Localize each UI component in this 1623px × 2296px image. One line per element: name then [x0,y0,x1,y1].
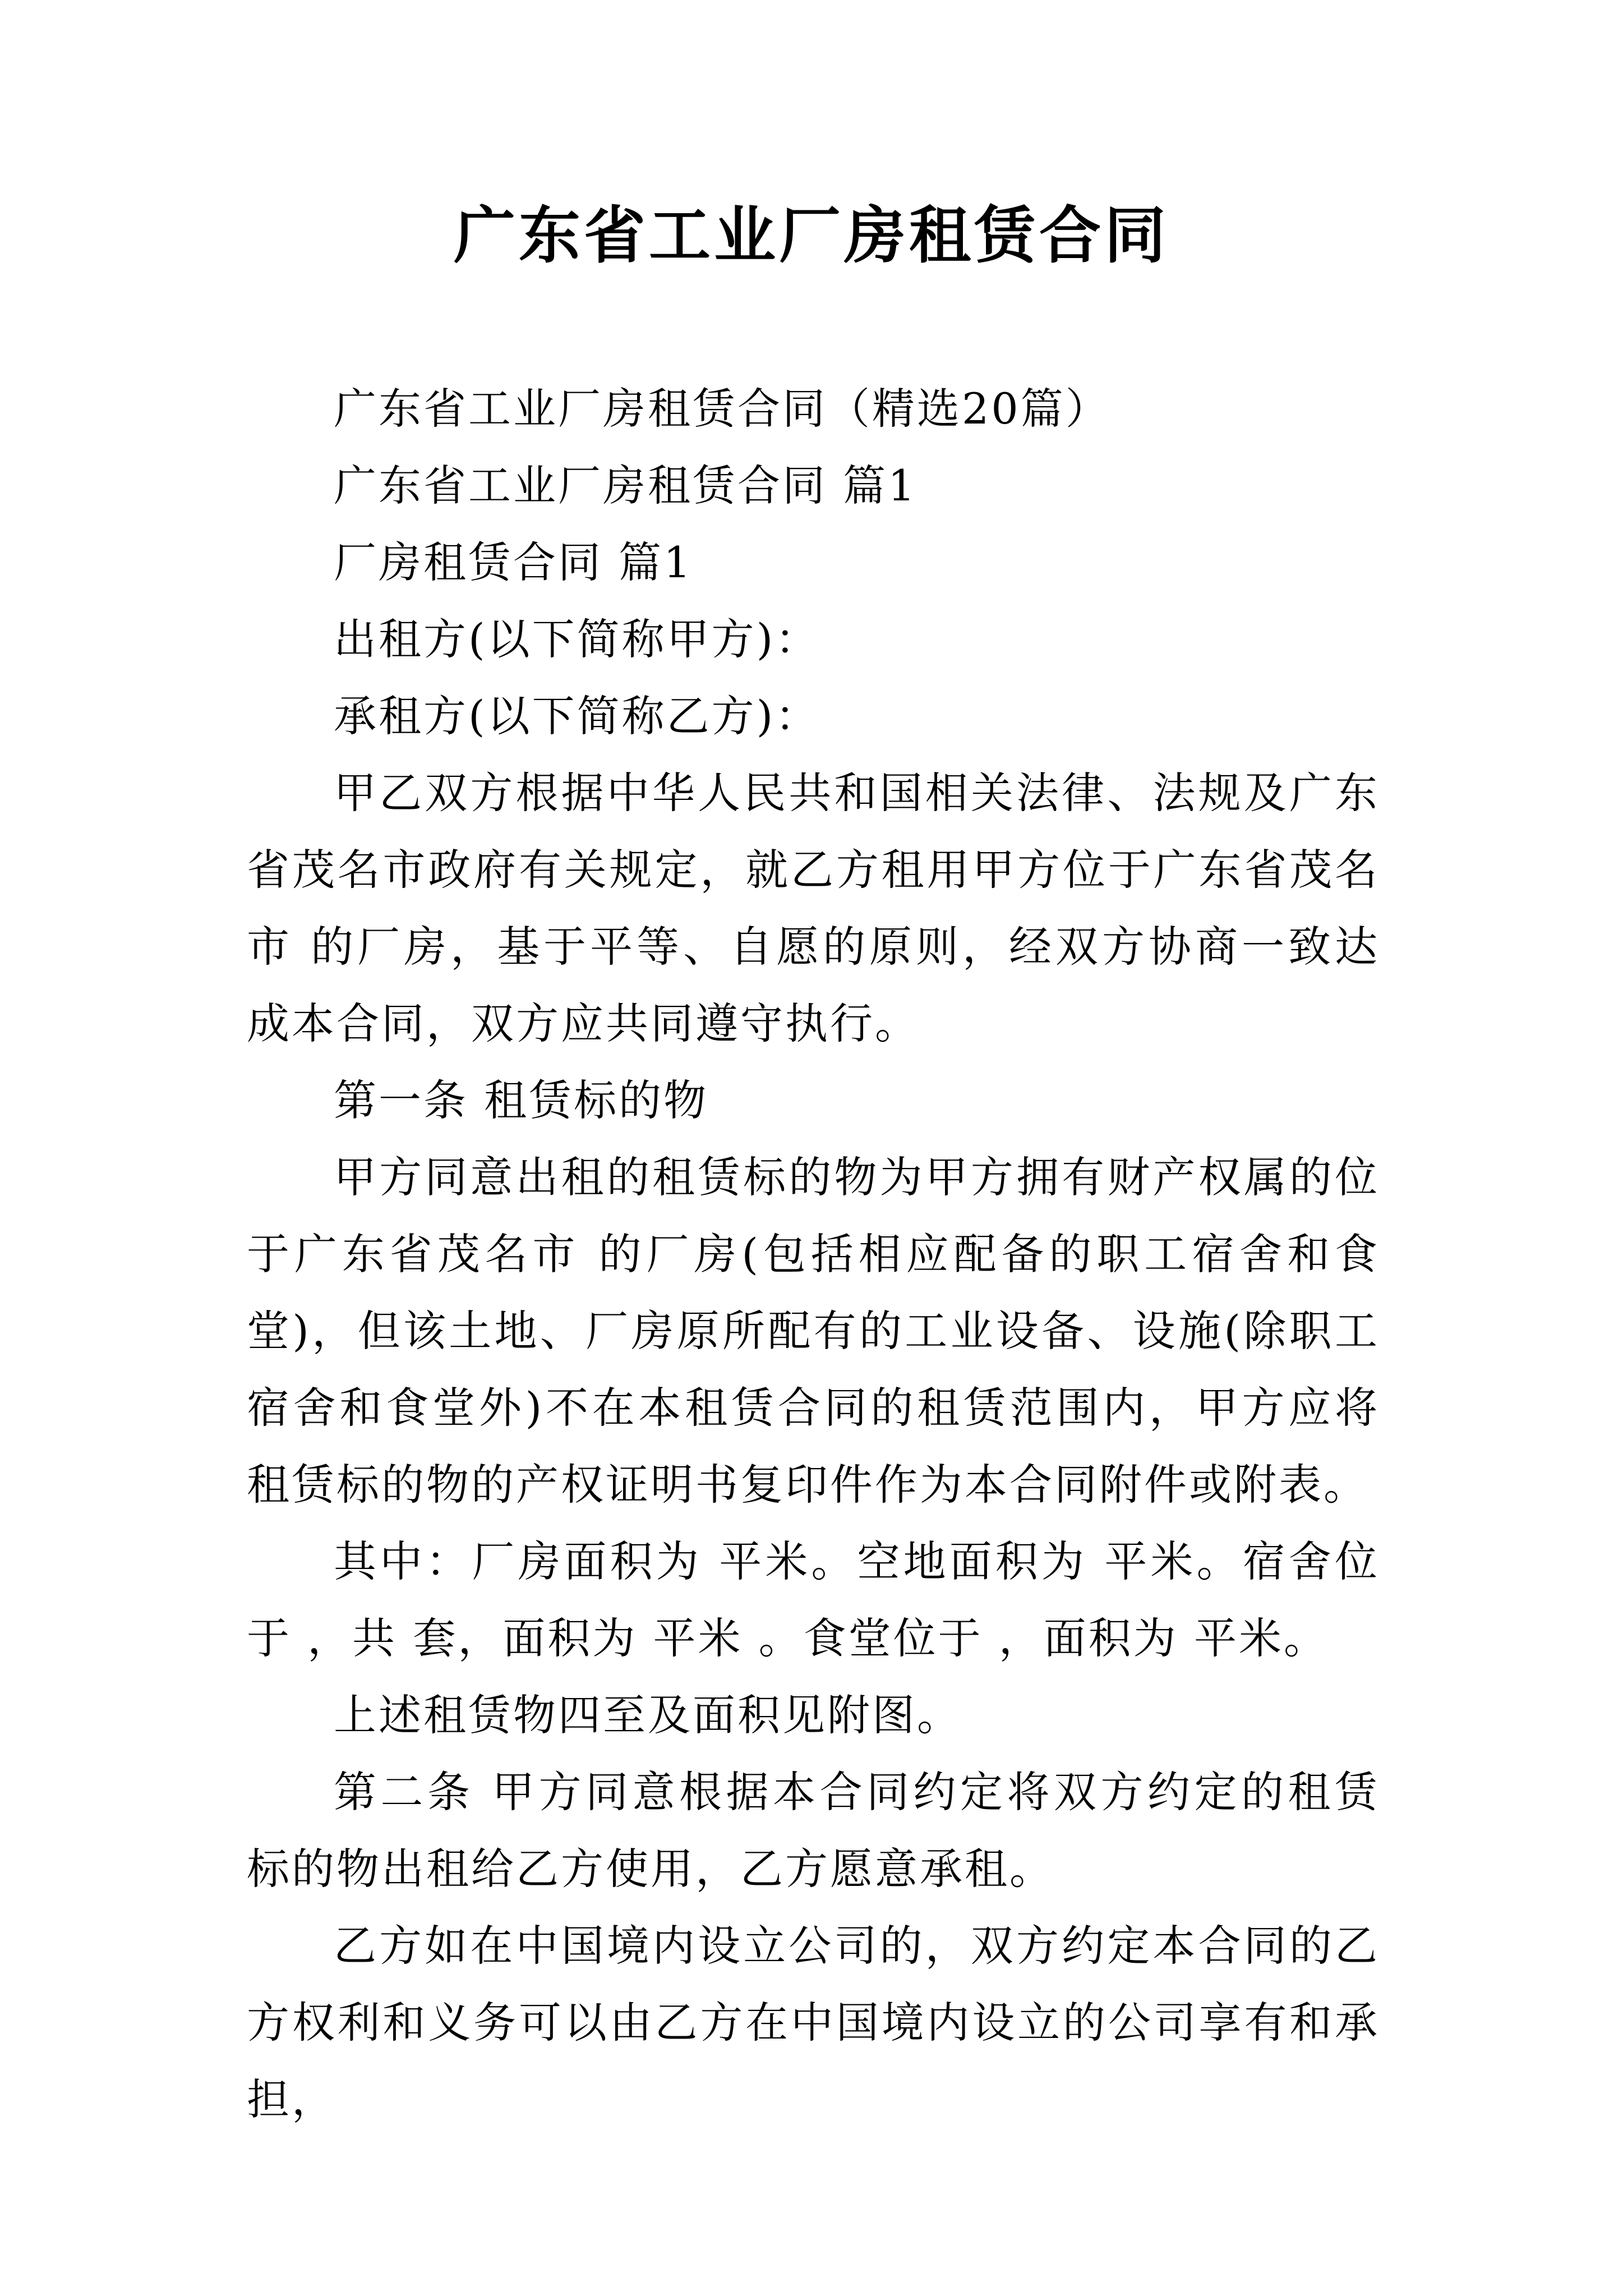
paragraph-heading-part1: 广东省工业厂房租赁合同 篇1 [334,461,917,510]
paragraph-contract-name: 厂房租赁合同 篇1 [334,537,693,587]
paragraph-areas: 其中：厂房面积为 平米。空地面积为 平米。宿舍位于 ，共 套，面积为 平米 。食堂位于 ，面积为 平米。 [247,1536,1380,1663]
paragraph-article-1-body: 甲方同意出租的租赁标的物为甲方拥有财产权属的位于广东省茂名市 的厂房(包括相应配备的职工宿舍和食堂)，但该土地、厂房原所配有的工业设备、设施(除职工宿舍和食堂外)不在本租赁合同的租赁范围内，甲方应将租赁标的物的产权证明书复印件作为本合同附件或附表。 [247,1152,1380,1510]
paragraph-heading-collection: 广东省工业厂房租赁合同（精选20篇） [334,384,1110,434]
paragraph-preamble: 甲乙双方根据中华人民共和国相关法律、法规及广东省茂名市政府有关规定，就乙方租用甲方位于广东省茂名市 的厂房，基于平等、自愿的原则，经双方协商一致达成本合同，双方应共同遵守执行。 [247,768,1380,1048]
paragraph-article-1-heading: 第一条 租赁标的物 [334,1075,709,1125]
document-body [247,370,1380,2138]
paragraph-lessee: 承租方(以下简称乙方)： [334,691,820,741]
paragraph-company-rights: 乙方如在中国境内设立公司的，双方约定本合同的乙方权利和义务可以由乙方在中国境内设立的公司享有和承担， [247,1921,1380,2124]
document-title: 广东省工业厂房租赁合同 [454,199,1169,272]
paragraph-attached-map: 上述租赁物四至及面积见附图。 [334,1690,962,1740]
paragraph-lessor: 出租方(以下简称甲方)： [334,614,820,664]
paragraph-article-2: 第二条 甲方同意根据本合同约定将双方约定的租赁标的物出租给乙方使用，乙方愿意承租。 [247,1767,1380,1894]
